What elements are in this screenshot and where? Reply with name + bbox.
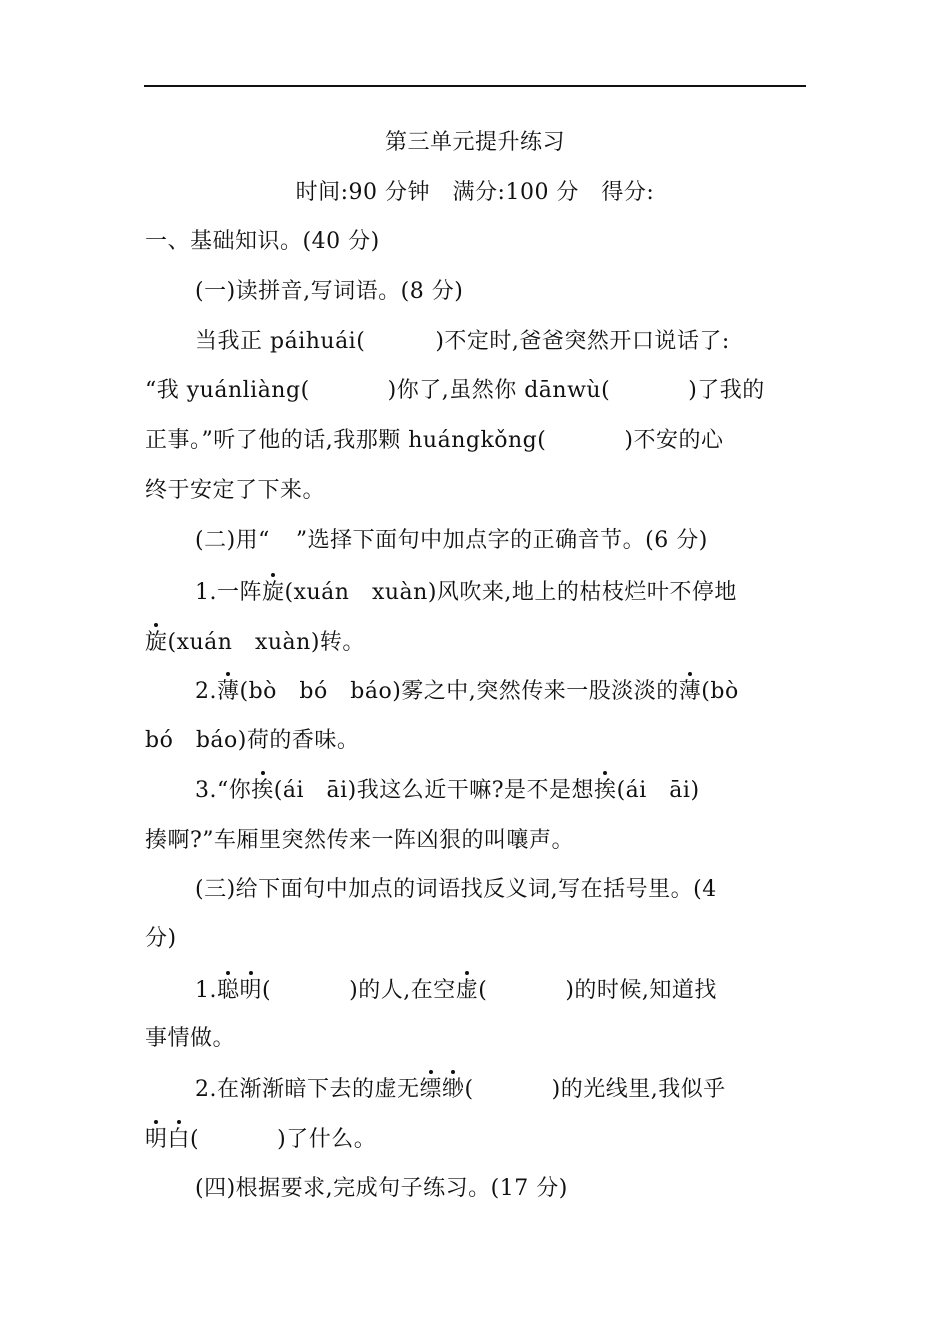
page-title: 第三单元提升练习 — [384, 130, 565, 155]
dotted-char: 薄 — [679, 677, 702, 707]
text-segment: ( — [478, 978, 488, 1003]
dotted-char: 旋 — [145, 628, 168, 658]
text-segment: ( — [464, 1077, 474, 1102]
text-segment: 正事。”听了他的话,我那颗 huángkǒng( — [145, 428, 547, 453]
part3-question1-line2: 事情做。 — [145, 1026, 236, 1051]
pinyin-options[interactable]: (xuán xuàn)风吹来,地上的枯枝烂叶不停地 — [284, 580, 737, 605]
part2-question3-line2: 揍啊?”车厢里突然传来一阵凶狠的叫嚷声。 — [145, 828, 575, 853]
exam-meta: 时间:90 分钟 满分:100 分 得分: — [295, 180, 655, 205]
part3-question2-line1 — [195, 1075, 726, 1105]
text-segment: )的时候,知道找 — [565, 978, 717, 1003]
dotted-char: 挨 — [251, 776, 274, 806]
part1-paragraph-line1 — [195, 327, 730, 357]
pinyin-options[interactable]: (xuán xuàn)转。 — [167, 630, 365, 655]
text-segment: ”选择下面句中加点字的正确音节。(6 分) — [295, 528, 708, 553]
dotted-char: 白 — [168, 1125, 191, 1155]
part2-question3-line1 — [195, 776, 700, 806]
part1-paragraph-line4: 终于安定了下来。 — [145, 478, 326, 503]
pinyin-options[interactable]: (bò bó báo)雾之中,突然传来一股淡淡的 — [239, 679, 679, 704]
part3-question1-line1 — [195, 976, 717, 1006]
text-segment: 1. — [195, 978, 217, 1003]
dotted-char: 聪 — [217, 976, 240, 1006]
part3-heading-cont: 分) — [145, 926, 177, 951]
text-segment: )的光线里,我似乎 — [551, 1077, 726, 1102]
dotted-char: 明 — [145, 1125, 168, 1155]
part2-question1-line1 — [195, 578, 737, 608]
part3-heading: (三)给下面句中加点的词语找反义词,写在括号里。(4 — [195, 877, 717, 902]
text-segment: ( — [190, 1127, 200, 1152]
text-segment: “我 yuánliàng( — [145, 378, 310, 403]
dotted-char: 缈 — [442, 1075, 465, 1105]
text-segment: 2. — [195, 679, 217, 704]
dotted-char: 缥 — [420, 1075, 443, 1105]
header-rule — [144, 85, 806, 87]
text-segment: )了什么。 — [277, 1127, 377, 1152]
part1-paragraph-line3 — [145, 426, 723, 456]
text-segment: )了我的 — [688, 378, 765, 403]
pinyin-options[interactable]: (bò — [701, 679, 739, 704]
part2-question1-line2 — [145, 628, 365, 658]
text-segment: 当我正 páihuái( — [195, 329, 366, 354]
text-segment: )不定时,爸爸突然开口说话了: — [435, 329, 730, 354]
part4-heading: (四)根据要求,完成句子练习。(17 分) — [195, 1176, 568, 1201]
pinyin-options[interactable]: (ái āi) — [616, 778, 700, 803]
part3-question2-line2 — [145, 1125, 376, 1155]
part1-heading: (一)读拼音,写词语。(8 分) — [195, 279, 464, 304]
dotted-char: 薄 — [217, 677, 240, 707]
text-segment: 2.在渐渐暗下去的虚无 — [195, 1077, 420, 1102]
text-segment: )的人,在空 — [349, 978, 456, 1003]
pinyin-options[interactable]: (ái āi)我这么近干嘛?是不是想 — [273, 778, 595, 803]
text-segment: 1.一阵 — [195, 580, 262, 605]
text-segment: (二)用“ — [195, 528, 270, 553]
text-segment: )你了,虽然你 dānwù( — [387, 378, 611, 403]
text-segment: 3.“你 — [195, 778, 252, 803]
dotted-char: 挨 — [594, 776, 617, 806]
part2-question2-line1 — [195, 677, 739, 707]
dotted-char: 明 — [240, 976, 263, 1006]
part2-heading — [195, 526, 708, 556]
text-segment: )不安的心 — [624, 428, 724, 453]
dotted-char: 虚 — [456, 976, 479, 1006]
part2-question2-line2[interactable]: bó báo)荷的香味。 — [145, 728, 360, 753]
section-heading: 一、基础知识。(40 分) — [145, 229, 380, 254]
part1-paragraph-line2 — [145, 376, 765, 406]
text-segment: ( — [262, 978, 272, 1003]
dotted-char: 旋 — [262, 578, 285, 608]
